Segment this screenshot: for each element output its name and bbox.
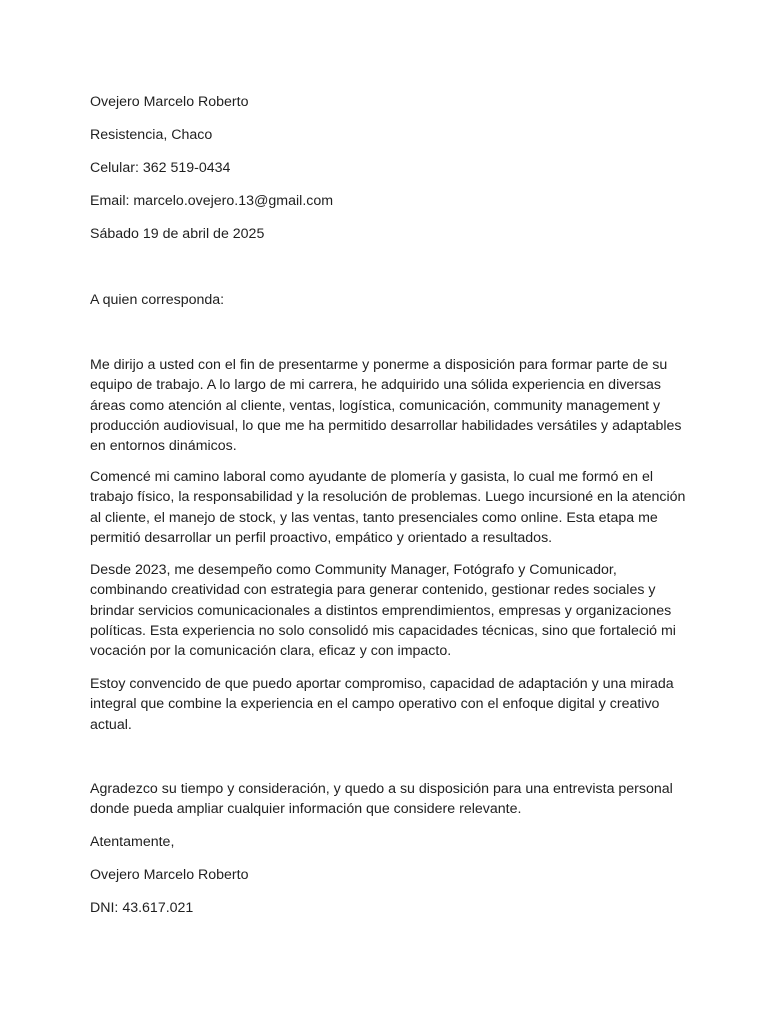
paragraph-line: Comencé mi camino laboral como ayudante de plomería y gasista, lo cual me formó en el [90,469,654,485]
paragraph-introduction [90,355,682,456]
paragraph-current-role [90,560,678,661]
paragraph-line: combinando creatividad con estrategia para generar contenido, gestionar redes sociales y [90,582,656,599]
paragraph-line: al cliente, el manejo de stock, y las ventas, tanto presenciales como online. Esta etapa me [90,509,658,526]
signature-name: Ovejero Marcelo Roberto [90,867,249,883]
paragraph-line: áreas como atención al cliente, ventas, logística, comunicación, community management y [90,397,661,414]
paragraph-line: vocación por la comunicación clara, eficaz y con impacto. [90,643,452,660]
sender-city: Resistencia, Chaco [90,127,213,143]
paragraph-line: en entornos dinámicos. [90,438,237,455]
paragraph-experience [90,467,686,548]
dni-number: DNI: 43.617.021 [90,900,194,916]
paragraph-thanks [90,779,678,820]
paragraph-line: brindar servicios comunicacionales a distintos emprendimientos, empresas y organizaciones [90,602,672,619]
sender-email: Email: marcelo.ovejero.13@gmail.com [90,193,334,209]
paragraph-line: producción audiovisual, lo que me ha permitido desarrollar habilidades versátiles y adaptables [90,417,682,434]
paragraph-line: donde pueda ampliar cualquier información que considere relevante. [90,801,522,818]
paragraph-line: actual. [90,716,132,733]
paragraph-line: Desde 2023, me desempeño como Community Manager, Fotógrafo y Comunicador, [90,562,617,578]
valediction: Atentamente, [90,834,175,850]
salutation: A quien corresponda: [90,292,225,308]
paragraph-contribution [90,674,678,735]
letter-date: Sábado 19 de abril de 2025 [90,226,265,242]
paragraph-line: permitió desarrollar un perfil proactivo, empático y orientado a resultados. [90,529,553,546]
paragraph-line: trabajo físico, la responsabilidad y la resolución de problemas. Luego incursioné en la atención [90,489,686,506]
paragraph-line: integral que combine la experiencia en el campo operativo con el enfoque digital y creativo [90,696,660,713]
paragraph-line: políticas. Esta experiencia no solo consolidó mis capacidades técnicas, sino que fortaleció mi [90,622,676,639]
sender-name: Ovejero Marcelo Roberto [90,94,249,110]
paragraph-line: equipo de trabajo. A lo largo de mi carrera, he adquirido una sólida experiencia en diversas [90,377,662,394]
paragraph-line: Agradezco su tiempo y consideración, y quedo a su disposición para una entrevista personal [90,781,673,797]
paragraph-line: Me dirijo a usted con el fin de presentarme y ponerme a disposición para formar parte de su [90,357,668,373]
sender-phone: Celular: 362 519-0434 [90,160,231,176]
paragraph-line: Estoy convencido de que puedo aportar compromiso, capacidad de adaptación y una mirada [90,676,674,692]
